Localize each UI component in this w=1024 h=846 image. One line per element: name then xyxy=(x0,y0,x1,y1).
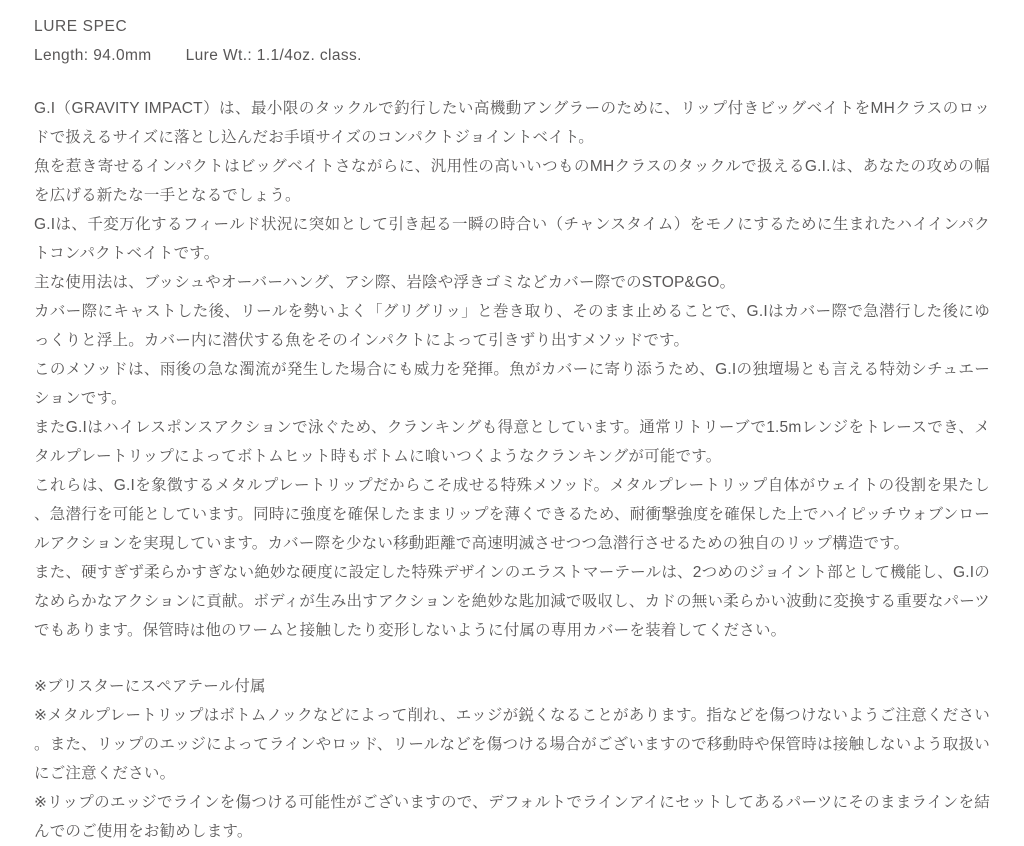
description-paragraph: カバー際にキャストした後、リールを勢いよく「グリグリッ」と巻き取り、そのまま止めることで、G.Iはカバー際で急潜行した後にゆっくりと浮上。カバー内に潜伏する魚をそのインパクトによって引きずり出すメソッドです。 xyxy=(34,303,990,349)
note-item: ※ブリスターにスペアテール付属 xyxy=(34,678,266,695)
description-paragraph: このメソッドは、雨後の急な濁流が発生した場合にも威力を発揮。魚がカバーに寄り添うため、G.Iの独壇場とも言える特効シチュエーションです。 xyxy=(34,361,990,407)
lure-spec-title: LURE SPEC xyxy=(34,18,128,35)
lure-spec-header xyxy=(34,12,990,70)
lure-length-value: Length: 94.0mm xyxy=(34,47,152,64)
description-paragraph: これらは、G.Iを象徴するメタルプレートリップだからこそ成せる特殊メソッド。メタルプレートリップ自体がウェイトの役割を果たし、急潜行を可能としています。同時に強度を確保したままリップを薄くできるため、耐衝撃強度を確保した上でハイピッチウォブンロールアクションを実現しています。カバー際を少ない移動距離で高速明滅させつつ急潜行させるための独自のリップ構造です。 xyxy=(34,477,990,552)
lure-spec-values xyxy=(34,41,990,70)
note-item: ※リップのエッジでラインを傷つける可能性がございますので、デフォルトでラインアイにセットしてあるパーツにそのままラインを結んでのご使用をお勧めします。 xyxy=(34,794,990,840)
lure-weight-value: Lure Wt.: 1.1/4oz. class. xyxy=(185,47,362,64)
product-description-body xyxy=(34,94,990,846)
description-paragraph: また、硬すぎず柔らかすぎない絶妙な硬度に設定した特殊デザインのエラストマーテールは、2つめのジョイント部として機能し、G.Iのなめらかなアクションに貢献。ボディが生み出すアクションを絶妙な匙加減で吸収し、カドの無い柔らかい波動に変換する重要なパーツでもあります。保管時は他のワームと接触したり変形しないように付属の専用カバーを装着してください。 xyxy=(34,564,990,639)
product-notes xyxy=(34,672,990,846)
description-paragraph: 魚を惹き寄せるインパクトはビッグベイトさながらに、汎用性の高いいつものMHクラスのタックルで扱えるG.I.は、あなたの攻めの幅を広げる新たな一手となるでしょう。 xyxy=(34,158,990,204)
description-paragraph: G.Iは、千変万化するフィールド状況に突如として引き起る一瞬の時合い（チャンスタイム）をモノにするために生まれたハイインパクトコンパクトベイトです。 xyxy=(34,216,990,262)
description-paragraph: G.I（GRAVITY IMPACT）は、最小限のタックルで釣行したい高機動アングラーのために、リップ付きビッグベイトをMHクラスのロッドで扱えるサイズに落とし込んだお手頃サイズのコンパクトジョイントベイト。 xyxy=(34,100,990,146)
description-paragraph: またG.Iはハイレスポンスアクションで泳ぐため、クランキングも得意としています。通常リトリーブで1.5mレンジをトレースでき、メタルプレートリップによってボトムヒット時もボトムに喰いつくようなクランキングが可能です。 xyxy=(34,419,990,465)
description-paragraph: 主な使用法は、ブッシュやオーバーハング、アシ際、岩陰や浮きゴミなどカバー際でのSTOP&GO。 xyxy=(34,274,736,291)
note-item: ※メタルプレートリップはボトムノックなどによって削れ、エッジが鋭くなることがあります。指などを傷つけないようご注意ください。また、リップのエッジによってラインやロッド、リールなどを傷つける場合がございますので移動時や保管時は接触しないよう取扱いにご注意ください。 xyxy=(34,707,990,782)
